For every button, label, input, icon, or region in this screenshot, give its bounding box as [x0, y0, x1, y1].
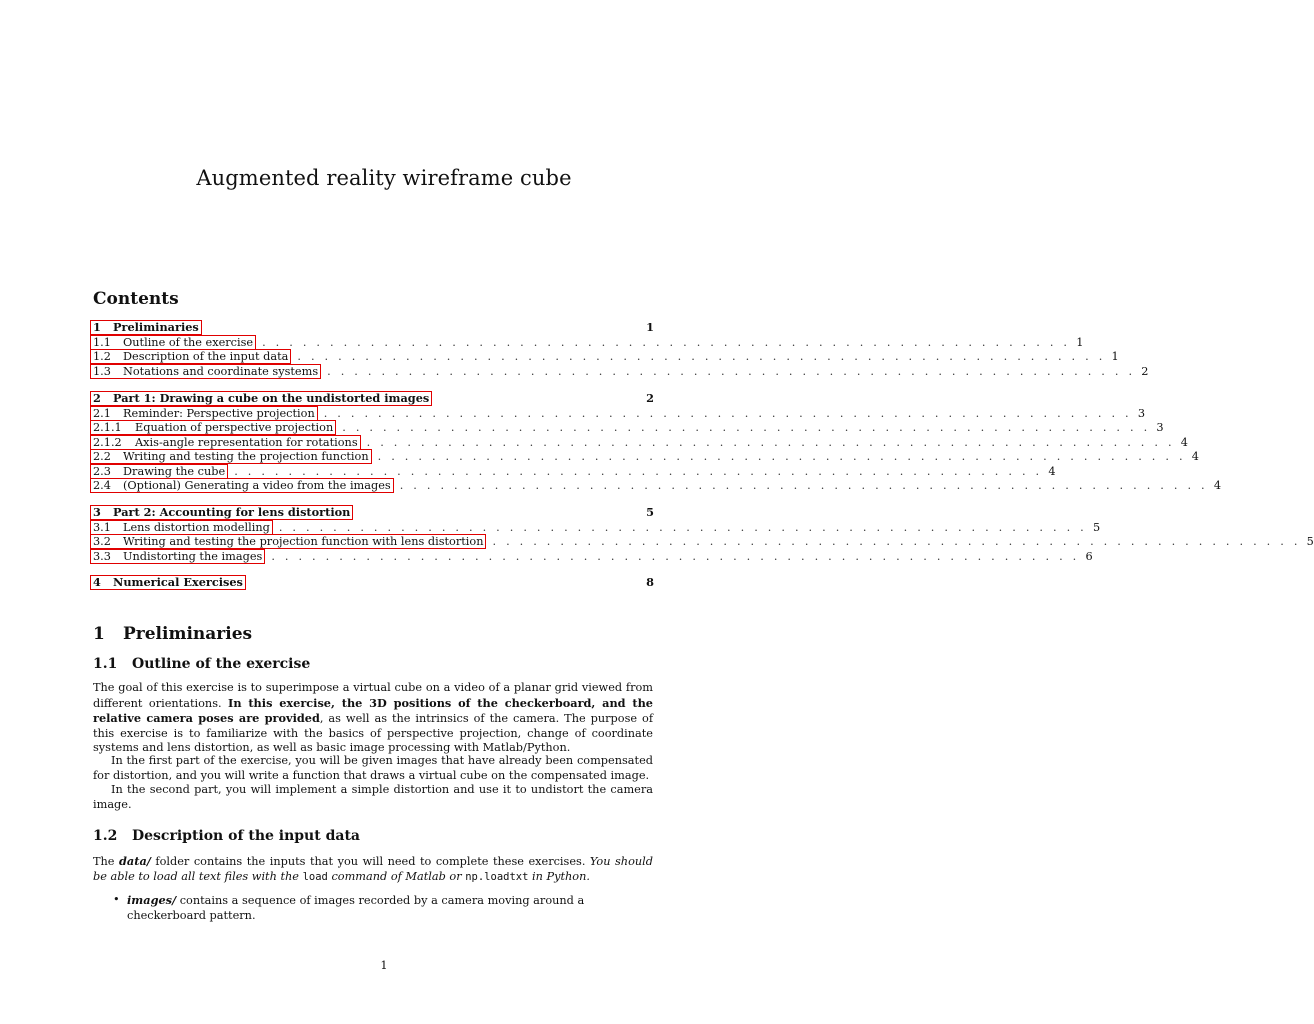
- toc-page-number: 3: [1137, 407, 1146, 420]
- bullet-icon: •: [113, 893, 120, 906]
- paragraph-part1: In the first part of the exercise, you will be given images that have already been compensated for distortion, and you will write a function that draws a virtual cube on the compensated image.: [93, 754, 653, 782]
- toc-link[interactable]: [90, 420, 336, 435]
- toc-label: Part 1: Drawing a cube on the undistorted images: [113, 391, 430, 405]
- toc-leader-dots: . . . . . . . . . . . . . . . . . . . . . . . . . . . . . . . . . . . . . . . . . . . . . . . . . . . . . . . . . . . .: [327, 365, 1136, 378]
- toc-link[interactable]: [90, 575, 246, 590]
- toc-page-number: 4: [1048, 465, 1056, 478]
- paragraph-italic-text: in Python.: [528, 869, 590, 883]
- paragraph-part2: In the second part, you will implement a simple distortion and use it to undistort the camera image.: [93, 783, 653, 811]
- subsection-title: Description of the input data: [132, 828, 360, 844]
- toc-number: 3.1: [93, 521, 111, 534]
- toc-entry[interactable]: [92, 549, 1093, 564]
- toc-leader-dots: . . . . . . . . . . . . . . . . . . . . . . . . . . . . . . . . . . . . . . . . . . . . . . . . . . . . . . . . . . . .: [366, 436, 1175, 449]
- toc-label: Axis-angle representation for rotations: [135, 436, 358, 449]
- toc-link[interactable]: [90, 320, 202, 335]
- toc-label: Equation of perspective projection: [135, 421, 334, 434]
- bullet-item-images: [127, 893, 653, 923]
- toc-number: 2.1: [93, 407, 111, 420]
- toc-page-number: 5: [1306, 535, 1314, 548]
- toc-page-number: 4: [1180, 436, 1188, 449]
- toc-entry[interactable]: [92, 435, 1188, 450]
- folder-name: images/: [127, 893, 177, 907]
- toc-number: 1.1: [93, 336, 111, 349]
- toc-page-number: 4: [1191, 450, 1199, 463]
- toc-leader-dots: . . . . . . . . . . . . . . . . . . . . . . . . . . . . . . . . . . . . . . . . . . . . . . . . . . . . . . . . . . . .: [323, 407, 1132, 420]
- toc-entry[interactable]: [92, 320, 654, 335]
- paragraph-text: The goal of this exercise is to superimpose a virtual cube on a video of a planar grid viewed from different orientations.: [93, 681, 653, 710]
- toc-entry[interactable]: [92, 478, 1222, 493]
- toc-entry[interactable]: [92, 364, 1149, 379]
- subsection-title: Outline of the exercise: [132, 656, 311, 672]
- toc-number: 1.3: [93, 365, 111, 378]
- section-number: 1: [93, 624, 105, 644]
- paragraph-text: folder contains the inputs that you will need to complete these exercises.: [150, 855, 590, 868]
- toc-page-number: 6: [1085, 550, 1093, 563]
- toc-page-number: 5: [1092, 521, 1101, 534]
- toc-entry[interactable]: [92, 505, 654, 520]
- toc-label: Undistorting the images: [123, 550, 263, 563]
- toc-entry[interactable]: [92, 534, 1314, 549]
- toc-link[interactable]: [90, 549, 265, 564]
- toc-leader-dots: . . . . . . . . . . . . . . . . . . . . . . . . . . . . . . . . . . . . . . . . . . . . . . . . . . . . . . . . . . . .: [234, 465, 1043, 478]
- paragraph-bold-text: In this exercise, the 3D positions of the checkerboard, and the relative camera poses are provided: [93, 695, 653, 726]
- toc-page-number: 1: [1111, 350, 1119, 363]
- toc-entry[interactable]: [92, 520, 1101, 535]
- toc-number: 3: [93, 505, 101, 519]
- toc-label: Drawing the cube: [123, 465, 226, 478]
- paragraph-goal: [93, 681, 653, 756]
- page-number: 1: [380, 959, 388, 972]
- subsection-heading-1-1: [93, 656, 310, 672]
- toc-page-number: 5: [646, 505, 654, 519]
- toc-entry[interactable]: [92, 420, 1164, 435]
- toc-link[interactable]: [90, 449, 372, 464]
- bullet-text: contains a sequence of images recorded by a camera moving around a checkerboard pattern.: [127, 894, 585, 922]
- toc-page-number: 1: [646, 320, 654, 334]
- toc-number: 4: [93, 575, 101, 589]
- contents-heading: Contents: [93, 289, 179, 309]
- code-load: load: [302, 870, 328, 883]
- paragraph-text: , as well as the intrinsics of the camera. The purpose of this exercise is to familiarize with the basics of perspective projection, change of coordinate systems and lens distortion, as well as basic image processing with Matlab/Python.: [93, 712, 654, 755]
- toc-entry[interactable]: [92, 349, 1119, 364]
- toc-label: Numerical Exercises: [113, 575, 243, 589]
- toc-page-number: 2: [1141, 365, 1149, 378]
- toc-link[interactable]: [90, 505, 353, 520]
- toc-number: 2.1.2: [93, 436, 122, 449]
- toc-label: Notations and coordinate systems: [123, 365, 319, 378]
- toc-page-number: 2: [646, 391, 654, 405]
- paragraph-input-data: [93, 854, 653, 884]
- toc-leader-dots: . . . . . . . . . . . . . . . . . . . . . . . . . . . . . . . . . . . . . . . . . . . . . . . . . . . . . . . . . . . .: [278, 521, 1087, 534]
- toc-link[interactable]: [90, 520, 273, 535]
- toc-number: 1.2: [93, 350, 111, 363]
- code-loadtxt: np.loadtxt: [465, 870, 529, 883]
- toc-number: 2: [93, 391, 101, 405]
- toc-number: 3.2: [93, 535, 111, 548]
- toc-leader-dots: . . . . . . . . . . . . . . . . . . . . . . . . . . . . . . . . . . . . . . . . . . . . . . . . . . . . . . . . . . . .: [377, 450, 1186, 463]
- section-title: Preliminaries: [123, 624, 253, 644]
- toc-page-number: 3: [1156, 421, 1164, 434]
- toc-number: 2.2: [93, 450, 111, 463]
- subsection-number: 1.2: [93, 828, 118, 844]
- toc-label: Writing and testing the projection function with lens distortion: [123, 535, 484, 548]
- subsection-heading-1-2: [93, 828, 360, 844]
- toc-label: Part 2: Accounting for lens distortion: [113, 505, 351, 519]
- toc-number: 2.4: [93, 479, 111, 492]
- toc-link[interactable]: [90, 435, 361, 450]
- toc-entry[interactable]: [92, 464, 1056, 479]
- toc-entry[interactable]: [92, 391, 654, 406]
- toc-entry[interactable]: [92, 406, 1146, 421]
- document-title: Augmented reality wireframe cube: [196, 166, 572, 190]
- toc-link[interactable]: [90, 464, 228, 479]
- toc-link[interactable]: [90, 391, 432, 406]
- toc-label: (Optional) Generating a video from the images: [123, 479, 391, 492]
- toc-link[interactable]: [90, 335, 256, 350]
- toc-entry[interactable]: [92, 449, 1199, 464]
- toc-label: Writing and testing the projection function: [123, 450, 369, 463]
- toc-entry[interactable]: [92, 335, 1084, 350]
- toc-leader-dots: . . . . . . . . . . . . . . . . . . . . . . . . . . . . . . . . . . . . . . . . . . . . . . . . . . . . . . . . . . . .: [492, 535, 1301, 548]
- toc-label: Reminder: Perspective projection: [123, 407, 315, 420]
- paragraph-italic-text: command of Matlab or: [327, 869, 466, 883]
- toc-entry[interactable]: [92, 575, 654, 590]
- toc-number: 2.3: [93, 465, 111, 478]
- toc-leader-dots: . . . . . . . . . . . . . . . . . . . . . . . . . . . . . . . . . . . . . . . . . . . . . . . . . . . . . . . . . . . .: [399, 479, 1208, 492]
- toc-label: Lens distortion modelling: [123, 521, 270, 534]
- subsection-number: 1.1: [93, 656, 118, 672]
- toc-leader-dots: . . . . . . . . . . . . . . . . . . . . . . . . . . . . . . . . . . . . . . . . . . . . . . . . . . . . . . . . . . . .: [342, 421, 1151, 434]
- paragraph-italic-text: You should be able to load all text files with the: [93, 855, 653, 883]
- toc-leader-dots: . . . . . . . . . . . . . . . . . . . . . . . . . . . . . . . . . . . . . . . . . . . . . . . . . . . . . . . . . . . .: [262, 336, 1071, 349]
- toc-leader-dots: . . . . . . . . . . . . . . . . . . . . . . . . . . . . . . . . . . . . . . . . . . . . . . . . . . . . . . . . . . . .: [297, 350, 1106, 363]
- toc-label: Preliminaries: [113, 320, 199, 334]
- toc-link[interactable]: [90, 349, 291, 364]
- toc-label: Outline of the exercise: [123, 336, 254, 349]
- toc-page-number: 1: [1076, 336, 1084, 349]
- toc-number: 3.3: [93, 550, 111, 563]
- toc-number: 1: [93, 320, 101, 334]
- section-heading-1: [93, 624, 252, 644]
- paragraph-text: The: [93, 855, 120, 868]
- toc-leader-dots: . . . . . . . . . . . . . . . . . . . . . . . . . . . . . . . . . . . . . . . . . . . . . . . . . . . . . . . . . . . .: [271, 550, 1080, 563]
- toc-label: Description of the input data: [123, 350, 289, 363]
- toc-page-number: 4: [1213, 479, 1222, 492]
- toc-link[interactable]: [90, 364, 321, 379]
- folder-name: data/: [119, 854, 151, 868]
- toc-page-number: 8: [646, 575, 654, 589]
- toc-link[interactable]: [90, 534, 486, 549]
- toc-link[interactable]: [90, 478, 394, 493]
- toc-number: 2.1.1: [93, 421, 122, 434]
- toc-link[interactable]: [90, 406, 318, 421]
